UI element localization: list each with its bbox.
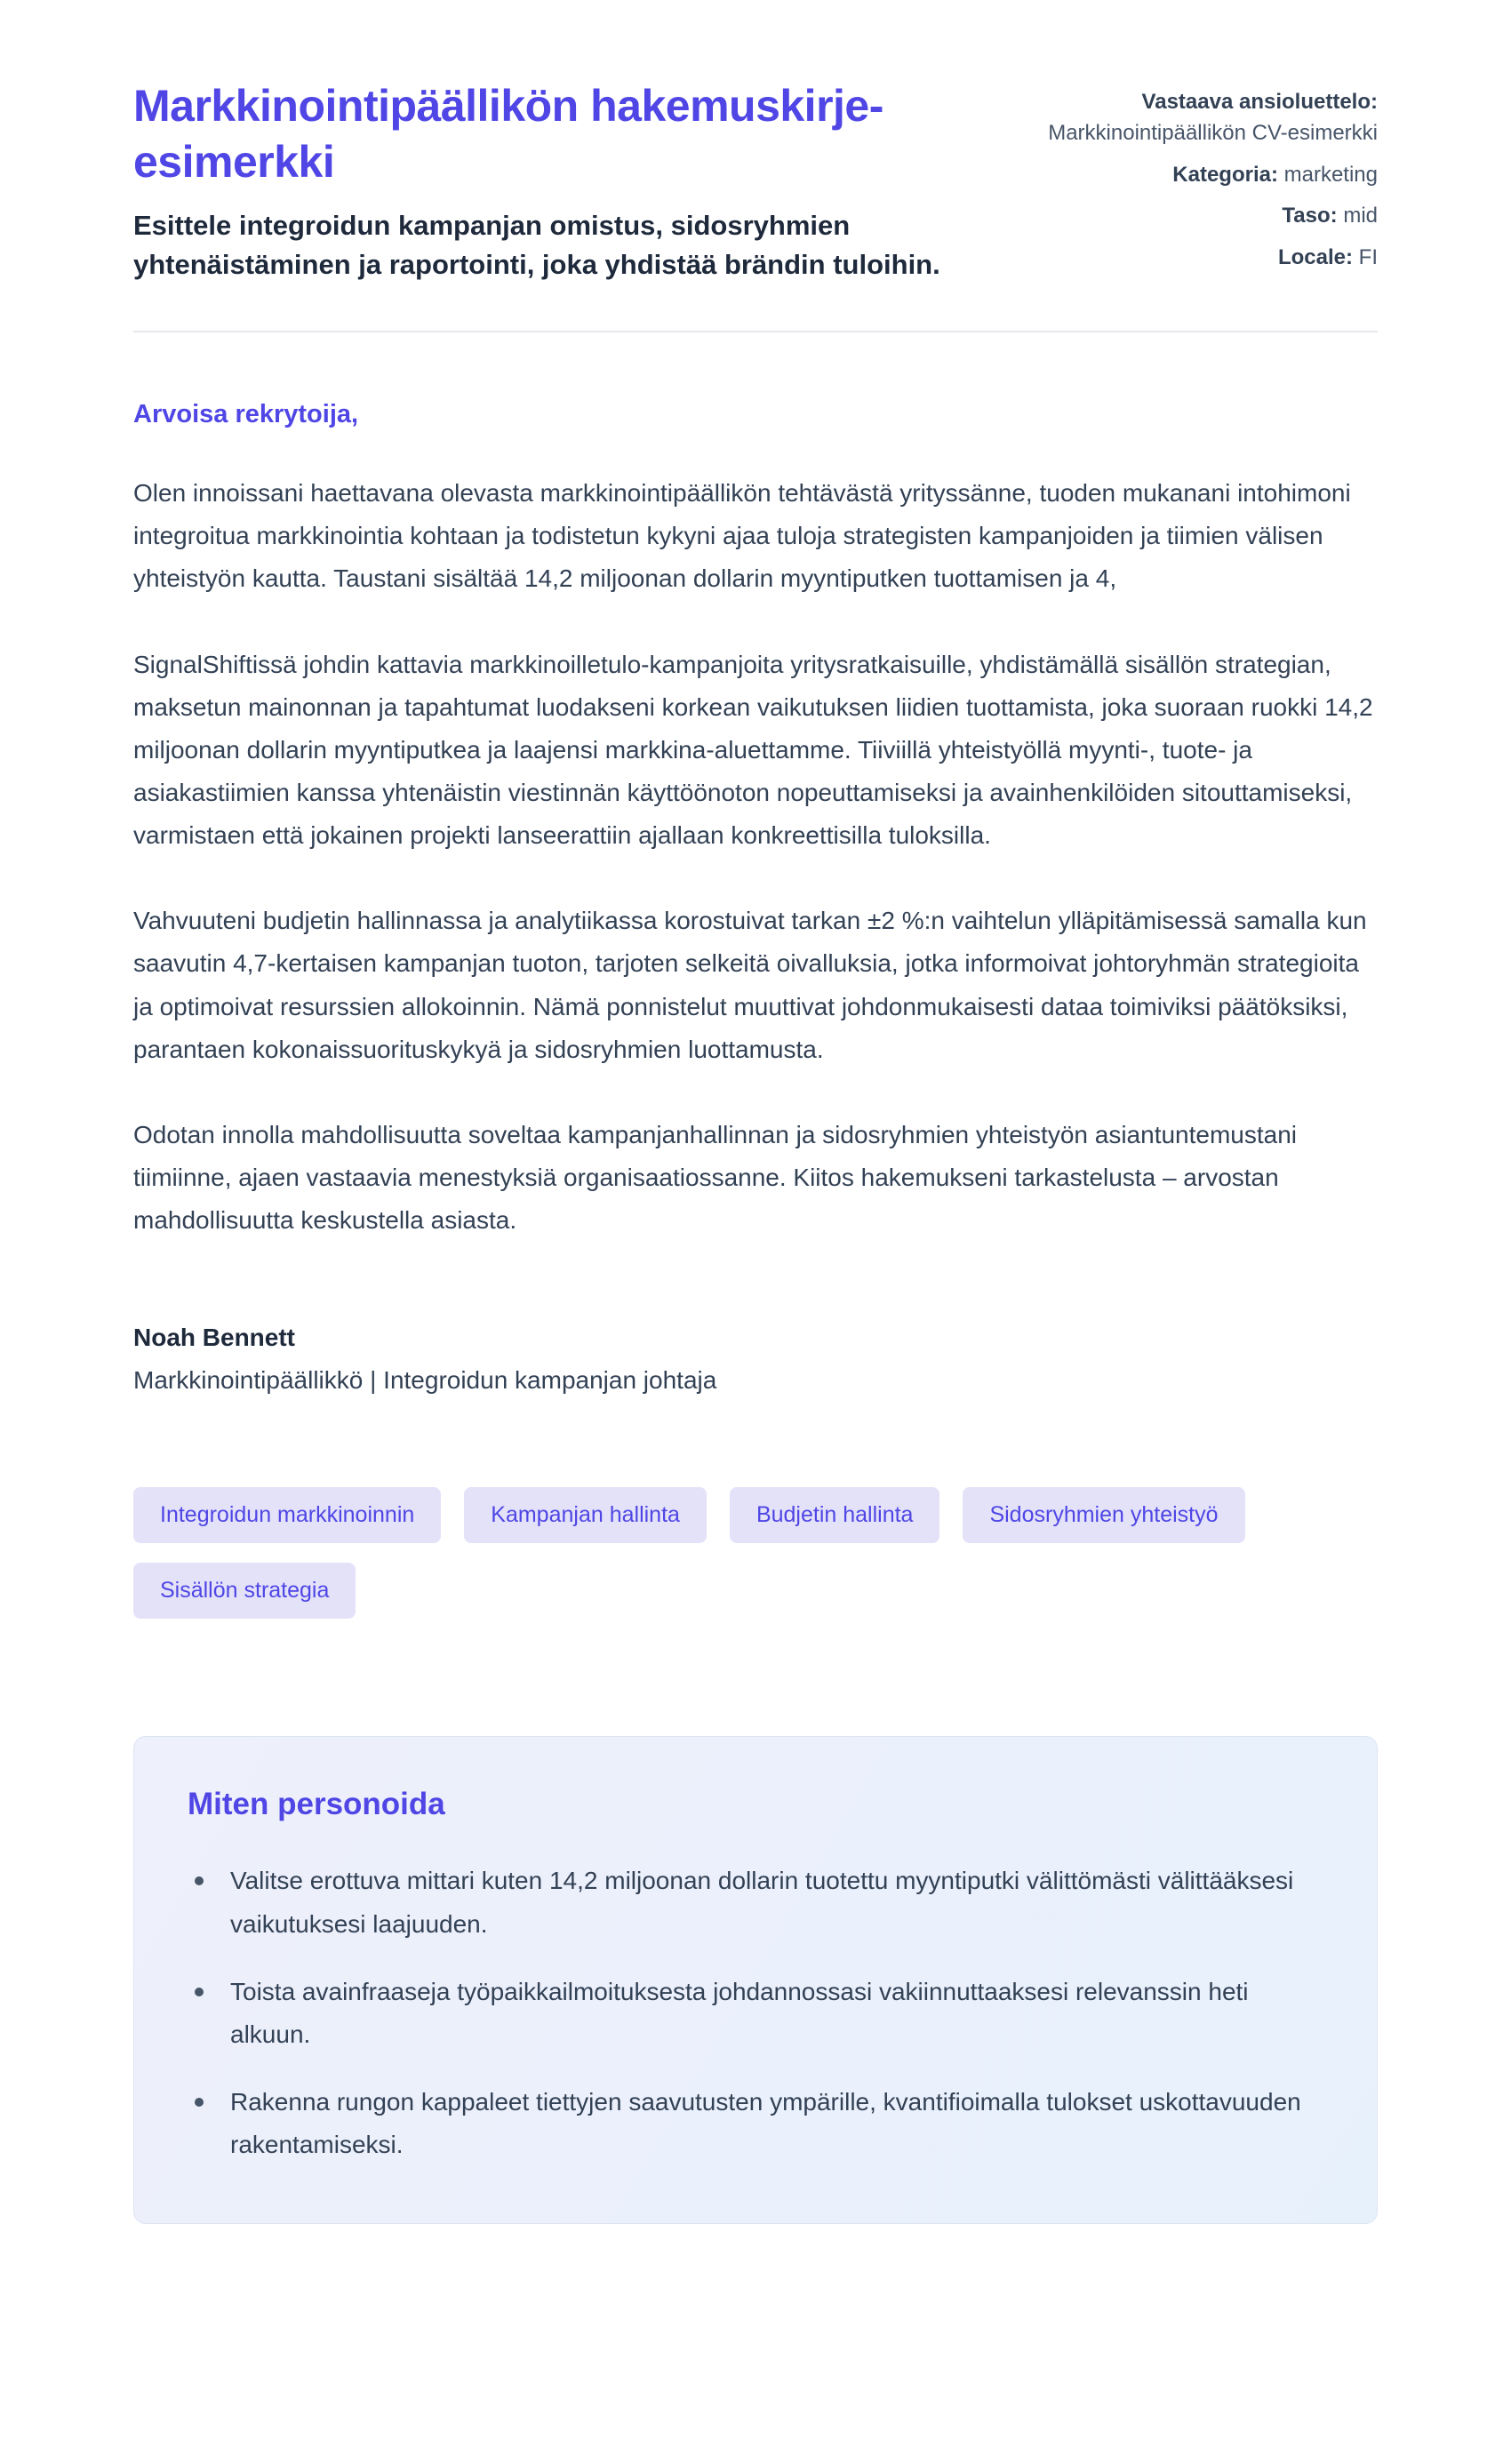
skill-tag-list <box>133 1487 1378 1619</box>
bullet-dot-icon <box>195 1876 204 1885</box>
letter-paragraph: Vahvuuteni budjetin hallinnassa ja analytiikassa korostuivat tarkan ±2 %:n vaihtelun ylläpitämisessä samalla kun saavutin 4,7-kertaisen kampanjan tuoton, tarjoten selkeitä oivalluksia, jotka informoivat johtoryhmän strategioita ja optimoivat resurssien allokoinnin. Nämä ponnistelut muuttivat johdonmukaisesti dataa toimiviksi päätöksiksi, parantaen kokonaissuorituskykyä ja sidosryhmien luottamusta. <box>133 907 1367 1063</box>
letter-body <box>133 400 1378 2224</box>
skill-tag: Kampanjan hallinta <box>464 1487 707 1543</box>
bullet-dot-icon <box>195 1988 204 1996</box>
meta-row-category <box>1040 160 1378 191</box>
header-title-block <box>133 78 1013 284</box>
metadata-panel <box>1040 78 1378 284</box>
personalize-item-text: Rakenna rungon kappaleet tiettyjen saavutusten ympärille, kvantifioimalla tulokset uskottavuuden rakentamiseksi. <box>230 2088 1301 2159</box>
bullet-dot-icon <box>195 2098 204 2107</box>
meta-locale-value: FI <box>1358 245 1378 270</box>
page-container <box>133 0 1378 2224</box>
meta-level-label: Taso: <box>1282 204 1338 228</box>
letter-paragraph: Olen innoissani haettavana olevasta markkinointipäällikön tehtävästä yrityssänne, tuoden mukanani intohimoni integroitua markkinointia kohtaan ja todistetun kykyni ajaa tuloja strategisten kampanjoiden ja tiimien välisen yhteistyön kautta. Taustani sisältää 14,2 miljoonan dollarin myyntiputken tuottamisen ja 4, <box>133 479 1351 593</box>
meta-row-level <box>1040 201 1378 232</box>
meta-row-locale <box>1040 243 1378 274</box>
personalize-heading: Miten personoida <box>188 1787 445 1822</box>
letter-paragraph: SignalShiftissä johdin kattavia markkinoilletulo-kampanjoita yritysratkaisuille, yhdistämällä sisällön strategian, maksetun mainonnan ja tapahtumat luodakseni korkean vaikutuksen liidien tuottamista, joka suoraan ruokki 14,2 miljoonan dollarin myyntiputkea ja laajensi markkina-aluettamme. Tiiviillä yhteistyöllä myynti-, tuote- ja asiakastiimien kanssa yhtenäistin viestinnän käyttöönoton nopeuttamiseksi ja avainhenkilöiden sitouttamiseksi, varmistaen että jokainen projekti lanseerattiin ajallaan konkreettisilla tuloksilla. <box>133 650 1373 850</box>
skill-tag: Budjetin hallinta <box>730 1487 940 1543</box>
meta-resume-value: Markkinointipäällikön CV-esimerkki <box>1048 120 1378 145</box>
signature-block <box>133 1324 1378 1395</box>
skill-tag: Integroidun markkinoinnin <box>133 1487 441 1543</box>
personalize-item-text: Valitse erottuva mittari kuten 14,2 miljoonan dollarin tuotettu myyntiputki välittömästi välittääksesi vaikutuksesi laajuuden. <box>230 1867 1294 1938</box>
personalize-panel <box>133 1736 1378 2224</box>
signature-name: Noah Bennett <box>133 1324 295 1352</box>
page-title: Markkinointipäällikön hakemuskirje-esimerkki <box>133 81 883 187</box>
personalize-item <box>188 2081 1323 2166</box>
personalize-item <box>188 1971 1323 2056</box>
letter-salutation: Arvoisa rekrytoija, <box>133 400 359 429</box>
page-subtitle: Esittele integroidun kampanjan omistus, sidosryhmien yhtenäistäminen ja raportointi, joka yhdistää brändin tuloihin. <box>133 210 940 281</box>
signature-role: Markkinointipäällikkö | Integroidun kampanjan johtaja <box>133 1366 717 1395</box>
skill-tag: Sidosryhmien yhteistyö <box>963 1487 1244 1543</box>
meta-category-value: marketing <box>1283 162 1378 187</box>
header-divider <box>133 331 1378 332</box>
skill-tag: Sisällön strategia <box>133 1563 356 1619</box>
meta-row-resume <box>1040 87 1378 149</box>
meta-category-label: Kategoria: <box>1172 162 1278 187</box>
personalize-item-text: Toista avainfraaseja työpaikkailmoituksesta johdannossasi vakiinnuttaaksesi relevanssin heti alkuun. <box>230 1977 1249 2048</box>
personalize-list <box>188 1860 1323 2166</box>
letter-paragraph: Odotan innolla mahdollisuutta soveltaa kampanjanhallinnan ja sidosryhmien yhteistyön asiantuntemustani tiimiinne, ajaen vastaavia menestyksiä organisaatiossanne. Kiitos hakemukseni tarkastelusta – arvostan mahdollisuutta keskustella asiasta. <box>133 1120 1298 1235</box>
meta-level-value: mid <box>1343 204 1378 228</box>
meta-locale-label: Locale: <box>1277 245 1353 270</box>
personalize-item <box>188 1860 1323 1945</box>
header <box>133 78 1378 284</box>
meta-resume-label: Vastaava ansioluettelo: <box>1141 90 1378 114</box>
